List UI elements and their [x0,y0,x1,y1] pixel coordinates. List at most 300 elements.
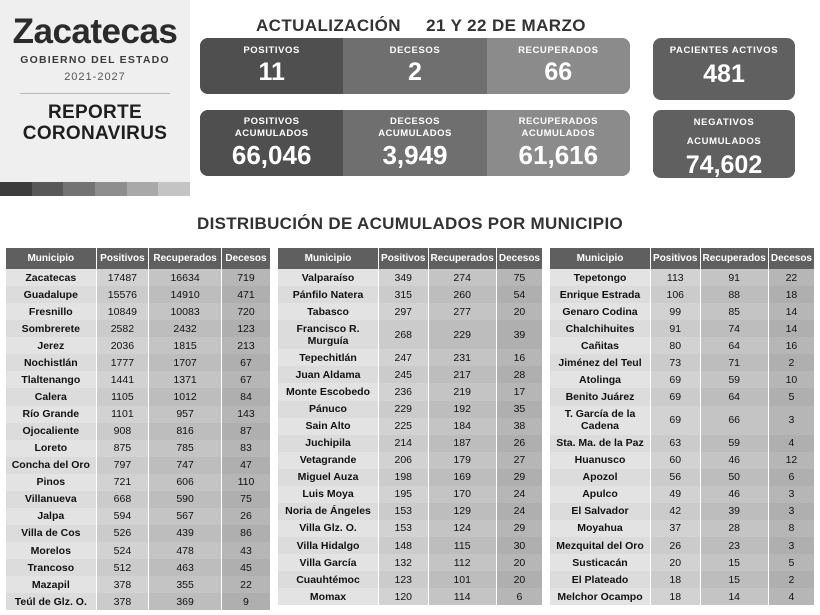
kpi-positivos-value: 11 [258,57,285,86]
cell-positivos: 668 [96,491,149,508]
cell-recuperados: 14910 [149,286,222,303]
cell-decesos: 14 [768,303,814,320]
cell-recuperados: 46 [700,452,768,469]
cell-positivos: 315 [379,286,428,303]
cell-municipio: Pánfilo Natera [278,286,379,303]
cell-recuperados: 169 [428,469,496,486]
kpi-recuperados-value: 66 [544,57,573,86]
table-body-3 [550,269,814,605]
col-municipio: Municipio [278,248,379,269]
kpi-positivos-acum-label1: POSITIVOS [243,116,300,127]
cell-recuperados: 14 [700,588,768,605]
cell-positivos: 908 [96,423,149,440]
table-row [550,469,814,486]
table-row [6,508,270,525]
cell-decesos: 45 [221,559,270,576]
cell-municipio: Villanueva [6,491,96,508]
cell-decesos: 6 [496,588,542,605]
cell-recuperados: 785 [149,440,222,457]
cell-decesos: 20 [496,554,542,571]
cell-positivos: 26 [651,537,700,554]
cell-recuperados: 1371 [149,371,222,388]
table-row [6,542,270,559]
cell-positivos: 268 [379,320,428,349]
cell-recuperados: 66 [700,406,768,435]
cell-recuperados: 114 [428,588,496,605]
cell-positivos: 56 [651,469,700,486]
table-row [278,383,542,400]
cell-decesos: 20 [496,571,542,588]
kpi-negativos-label1: NEGATIVOS [693,117,755,128]
cell-municipio: Pánuco [278,401,379,418]
cell-positivos: 2036 [96,337,149,354]
cell-municipio: Juchipila [278,435,379,452]
table-row [6,491,270,508]
kpi-group-accumulated [200,110,630,176]
cell-decesos: 5 [768,554,814,571]
swatch-3 [63,182,95,196]
cell-positivos: 875 [96,440,149,457]
cell-recuperados: 16634 [149,269,222,286]
table-row [550,452,814,469]
cell-municipio: Cuauhtémoc [278,571,379,588]
table-row [550,435,814,452]
cell-positivos: 17487 [96,269,149,286]
table-row [550,554,814,571]
table-row [550,303,814,320]
cell-decesos: 39 [496,320,542,349]
cell-recuperados: 1707 [149,354,222,371]
cell-recuperados: 439 [149,525,222,542]
cell-decesos: 3 [768,486,814,503]
col-decesos: Decesos [221,248,270,269]
cell-municipio: Apozol [550,469,651,486]
cell-positivos: 195 [379,486,428,503]
cell-recuperados: 179 [428,452,496,469]
col-municipio: Municipio [550,248,651,269]
cell-decesos: 22 [221,576,270,593]
cell-recuperados: 219 [428,383,496,400]
cell-recuperados: 274 [428,269,496,286]
cell-decesos: 14 [768,320,814,337]
cell-municipio: Miguel Auza [278,469,379,486]
table-row [278,452,542,469]
cell-decesos: 2 [768,571,814,588]
cell-positivos: 80 [651,337,700,354]
cell-positivos: 106 [651,286,700,303]
table-row [6,320,270,337]
cell-decesos: 83 [221,440,270,457]
kpi-pacientes-activos-label: PACIENTES ACTIVOS [669,45,779,56]
kpi-recuperados [487,38,630,94]
cell-recuperados: 463 [149,559,222,576]
cell-positivos: 69 [651,388,700,405]
cell-decesos: 29 [496,469,542,486]
cell-decesos: 18 [768,286,814,303]
cell-municipio: Susticacán [550,554,651,571]
cell-decesos: 38 [496,418,542,435]
cell-positivos: 69 [651,406,700,435]
cell-municipio: Tlaltenango [6,371,96,388]
cell-recuperados: 28 [700,520,768,537]
table-row [6,354,270,371]
cell-positivos: 2582 [96,320,149,337]
cell-positivos: 1777 [96,354,149,371]
table-column-1 [6,248,270,610]
cell-recuperados: 187 [428,435,496,452]
kpi-recuperados-acum-label2: ACUMULADOS [521,127,596,139]
cell-positivos: 349 [379,269,428,286]
kpi-positivos-acum-value: 66,046 [231,139,312,170]
cell-municipio: Moyahua [550,520,651,537]
cell-municipio: Melchor Ocampo [550,588,651,605]
cell-recuperados: 1012 [149,388,222,405]
kpi-decesos-acumulados [343,110,486,176]
table-row [278,588,542,605]
cell-decesos: 143 [221,406,270,423]
cell-municipio: Francisco R. Murguía [278,320,379,349]
cell-recuperados: 355 [149,576,222,593]
cell-recuperados: 64 [700,388,768,405]
kpi-negativos-acumulados [653,110,795,178]
cell-decesos: 8 [768,520,814,537]
cell-municipio: Luis Moya [278,486,379,503]
kpi-decesos-value: 2 [408,57,422,86]
cell-decesos: 719 [221,269,270,286]
cell-municipio: Huanusco [550,452,651,469]
kpi-positivos-acumulados [200,110,343,176]
cell-recuperados: 260 [428,286,496,303]
cell-municipio: Guadalupe [6,286,96,303]
cell-decesos: 4 [768,435,814,452]
cell-municipio: Apulco [550,486,651,503]
table-row [278,554,542,571]
kpi-group-daily [200,38,630,94]
kpi-decesos-label: DECESOS [389,45,441,56]
cell-decesos: 86 [221,525,270,542]
cell-positivos: 123 [379,571,428,588]
cell-positivos: 225 [379,418,428,435]
cell-recuperados: 46 [700,486,768,503]
cell-decesos: 75 [496,269,542,286]
cell-decesos: 87 [221,423,270,440]
cell-positivos: 120 [379,588,428,605]
swatch-5 [127,182,159,196]
cell-municipio: Fresnillo [6,303,96,320]
cell-decesos: 3 [768,503,814,520]
cell-municipio: T. García de la Cadena [550,406,651,435]
table-row [6,593,270,610]
cell-positivos: 42 [651,503,700,520]
cell-recuperados: 85 [700,303,768,320]
cell-municipio: Jerez [6,337,96,354]
cell-positivos: 1105 [96,388,149,405]
cell-positivos: 721 [96,474,149,491]
cell-positivos: 297 [379,303,428,320]
table-row [278,320,542,349]
cell-municipio: Pinos [6,474,96,491]
cell-positivos: 594 [96,508,149,525]
cell-positivos: 99 [651,303,700,320]
table-body-1 [6,269,270,610]
cell-decesos: 54 [496,286,542,303]
brand-years: 2021-2027 [64,71,126,83]
cell-recuperados: 567 [149,508,222,525]
cell-decesos: 3 [768,537,814,554]
table-header-row [550,248,814,269]
cell-decesos: 24 [496,503,542,520]
table-row [278,469,542,486]
cell-recuperados: 1815 [149,337,222,354]
cell-decesos: 16 [768,337,814,354]
cell-positivos: 524 [96,542,149,559]
cell-recuperados: 15 [700,571,768,588]
cell-positivos: 20 [651,554,700,571]
cell-decesos: 6 [768,469,814,486]
table-row [550,571,814,588]
cell-municipio: Benito Juárez [550,388,651,405]
cell-positivos: 245 [379,366,428,383]
brand-color-swatches [0,182,190,196]
table-row [6,406,270,423]
cell-decesos: 26 [221,508,270,525]
table-row [550,269,814,286]
cell-municipio: Enrique Estrada [550,286,651,303]
cell-municipio: Tabasco [278,303,379,320]
kpi-row-accumulated [200,110,630,176]
cell-positivos: 198 [379,469,428,486]
table-row [6,269,270,286]
cell-decesos: 16 [496,349,542,366]
swatch-4 [95,182,127,196]
cell-recuperados: 88 [700,286,768,303]
cell-positivos: 512 [96,559,149,576]
cell-municipio: Nochistlán [6,354,96,371]
col-decesos: Decesos [768,248,814,269]
table-row [6,576,270,593]
cell-positivos: 63 [651,435,700,452]
cell-recuperados: 606 [149,474,222,491]
table-row [278,286,542,303]
cell-decesos: 5 [768,388,814,405]
table-row [6,423,270,440]
swatch-2 [32,182,64,196]
cell-positivos: 49 [651,486,700,503]
cell-positivos: 153 [379,503,428,520]
brand-subtitle: GOBIERNO DEL ESTADO [20,54,170,66]
cell-recuperados: 91 [700,269,768,286]
table-row [550,354,814,371]
cell-decesos: 110 [221,474,270,491]
cell-municipio: Trancoso [6,559,96,576]
cell-decesos: 3 [768,406,814,435]
cell-municipio: Valparaíso [278,269,379,286]
col-recuperados: Recuperados [700,248,768,269]
cell-decesos: 35 [496,401,542,418]
table-row [550,320,814,337]
kpi-recuperados-acum-label1: RECUPERADOS [518,116,599,127]
cell-positivos: 15576 [96,286,149,303]
cell-decesos: 29 [496,520,542,537]
cell-municipio: Río Grande [6,406,96,423]
table-row [278,520,542,537]
cell-positivos: 37 [651,520,700,537]
kpi-decesos-acum-value: 3,949 [382,139,448,170]
kpi-negativos-label2: ACUMULADOS [686,135,762,147]
table-body-2 [278,269,542,605]
table-row [6,474,270,491]
kpi-pacientes-activos [653,38,795,100]
cell-decesos: 67 [221,354,270,371]
municipality-table-1 [6,248,270,610]
cell-positivos: 69 [651,371,700,388]
kpi-decesos-acum-label1: DECESOS [390,116,440,127]
cell-municipio: Tepetongo [550,269,651,286]
cell-municipio: Vetagrande [278,452,379,469]
cell-positivos: 91 [651,320,700,337]
cell-positivos: 229 [379,401,428,418]
cell-municipio: Loreto [6,440,96,457]
cell-decesos: 47 [221,457,270,474]
brand-title: Zacatecas [12,12,178,51]
table-row [278,537,542,554]
table-row [278,503,542,520]
swatch-6 [158,182,190,196]
cell-municipio: Noria de Ángeles [278,503,379,520]
update-date: 21 Y 22 DE MARZO [426,16,586,35]
cell-positivos: 247 [379,349,428,366]
kpi-negativos-value: 74,602 [685,150,763,179]
cell-recuperados: 478 [149,542,222,559]
report-title-line2: CORONAVIRUS [22,123,168,145]
table-row [550,520,814,537]
table-row [6,337,270,354]
cell-municipio: Sombrerete [6,320,96,337]
cell-municipio: Villa Hidalgo [278,537,379,554]
cell-positivos: 214 [379,435,428,452]
cell-recuperados: 71 [700,354,768,371]
cell-recuperados: 184 [428,418,496,435]
table-row [278,418,542,435]
cell-recuperados: 23 [700,537,768,554]
col-recuperados: Recuperados [149,248,222,269]
table-row [6,371,270,388]
cell-decesos: 28 [496,366,542,383]
table-row [550,486,814,503]
table-row [550,588,814,605]
cell-positivos: 378 [96,576,149,593]
cell-decesos: 4 [768,588,814,605]
col-municipio: Municipio [6,248,96,269]
cell-recuperados: 217 [428,366,496,383]
kpi-decesos-acum-label2: ACUMULADOS [378,127,452,139]
kpi-recuperados-acumulados [487,110,630,176]
cell-decesos: 471 [221,286,270,303]
cell-municipio: Morelos [6,542,96,559]
cell-municipio: Cañitas [550,337,651,354]
cell-municipio: Jalpa [6,508,96,525]
table-row [278,349,542,366]
cell-positivos: 73 [651,354,700,371]
col-positivos: Positivos [651,248,700,269]
cell-positivos: 1441 [96,371,149,388]
cell-positivos: 236 [379,383,428,400]
col-recuperados: Recuperados [428,248,496,269]
cell-recuperados: 112 [428,554,496,571]
table-row [278,269,542,286]
update-label: ACTUALIZACIÓN [256,16,401,35]
cell-recuperados: 50 [700,469,768,486]
cell-recuperados: 59 [700,435,768,452]
table-row [550,388,814,405]
report-title-line1: REPORTE [48,102,142,123]
cell-recuperados: 2432 [149,320,222,337]
table-column-2 [278,248,542,610]
kpi-positivos [200,38,343,94]
table-row [6,303,270,320]
cell-decesos: 123 [221,320,270,337]
cell-municipio: Villa García [278,554,379,571]
cell-decesos: 84 [221,388,270,405]
cell-recuperados: 170 [428,486,496,503]
cell-recuperados: 59 [700,371,768,388]
cell-positivos: 60 [651,452,700,469]
cell-decesos: 20 [496,303,542,320]
brand-divider [20,93,170,94]
cell-municipio: Calera [6,388,96,405]
cell-municipio: El Salvador [550,503,651,520]
municipality-table-2 [278,248,542,605]
kpi-positivos-acum-label2: ACUMULADOS [234,127,309,139]
cell-municipio: Monte Escobedo [278,383,379,400]
cell-municipio: Juan Aldama [278,366,379,383]
table-row [278,435,542,452]
table-row [6,440,270,457]
cell-recuperados: 369 [149,593,222,610]
cell-positivos: 153 [379,520,428,537]
cell-recuperados: 590 [149,491,222,508]
cell-recuperados: 39 [700,503,768,520]
col-positivos: Positivos [379,248,428,269]
kpi-row-daily [200,38,630,94]
table-row [550,406,814,435]
table-row [278,401,542,418]
kpi-recuperados-acum-value: 61,616 [518,139,599,170]
section-title: DISTRIBUCIÓN DE ACUMULADOS POR MUNICIPIO [197,214,623,233]
table-header-row [278,248,542,269]
table-row [550,337,814,354]
cell-recuperados: 129 [428,503,496,520]
cell-decesos: 26 [496,435,542,452]
cell-positivos: 378 [96,593,149,610]
table-row [550,286,814,303]
cell-municipio: Mazapil [6,576,96,593]
table-row [550,503,814,520]
cell-positivos: 10849 [96,303,149,320]
update-header [256,16,586,36]
cell-municipio: Teúl de Glz. O. [6,593,96,610]
cell-recuperados: 115 [428,537,496,554]
col-positivos: Positivos [96,248,149,269]
cell-recuperados: 957 [149,406,222,423]
cell-municipio: Villa Glz. O. [278,520,379,537]
cell-municipio: Ojocaliente [6,423,96,440]
municipality-tables [0,248,820,610]
municipality-table-3 [550,248,814,605]
cell-positivos: 18 [651,588,700,605]
kpi-positivos-label: POSITIVOS [243,45,300,56]
cell-positivos: 132 [379,554,428,571]
